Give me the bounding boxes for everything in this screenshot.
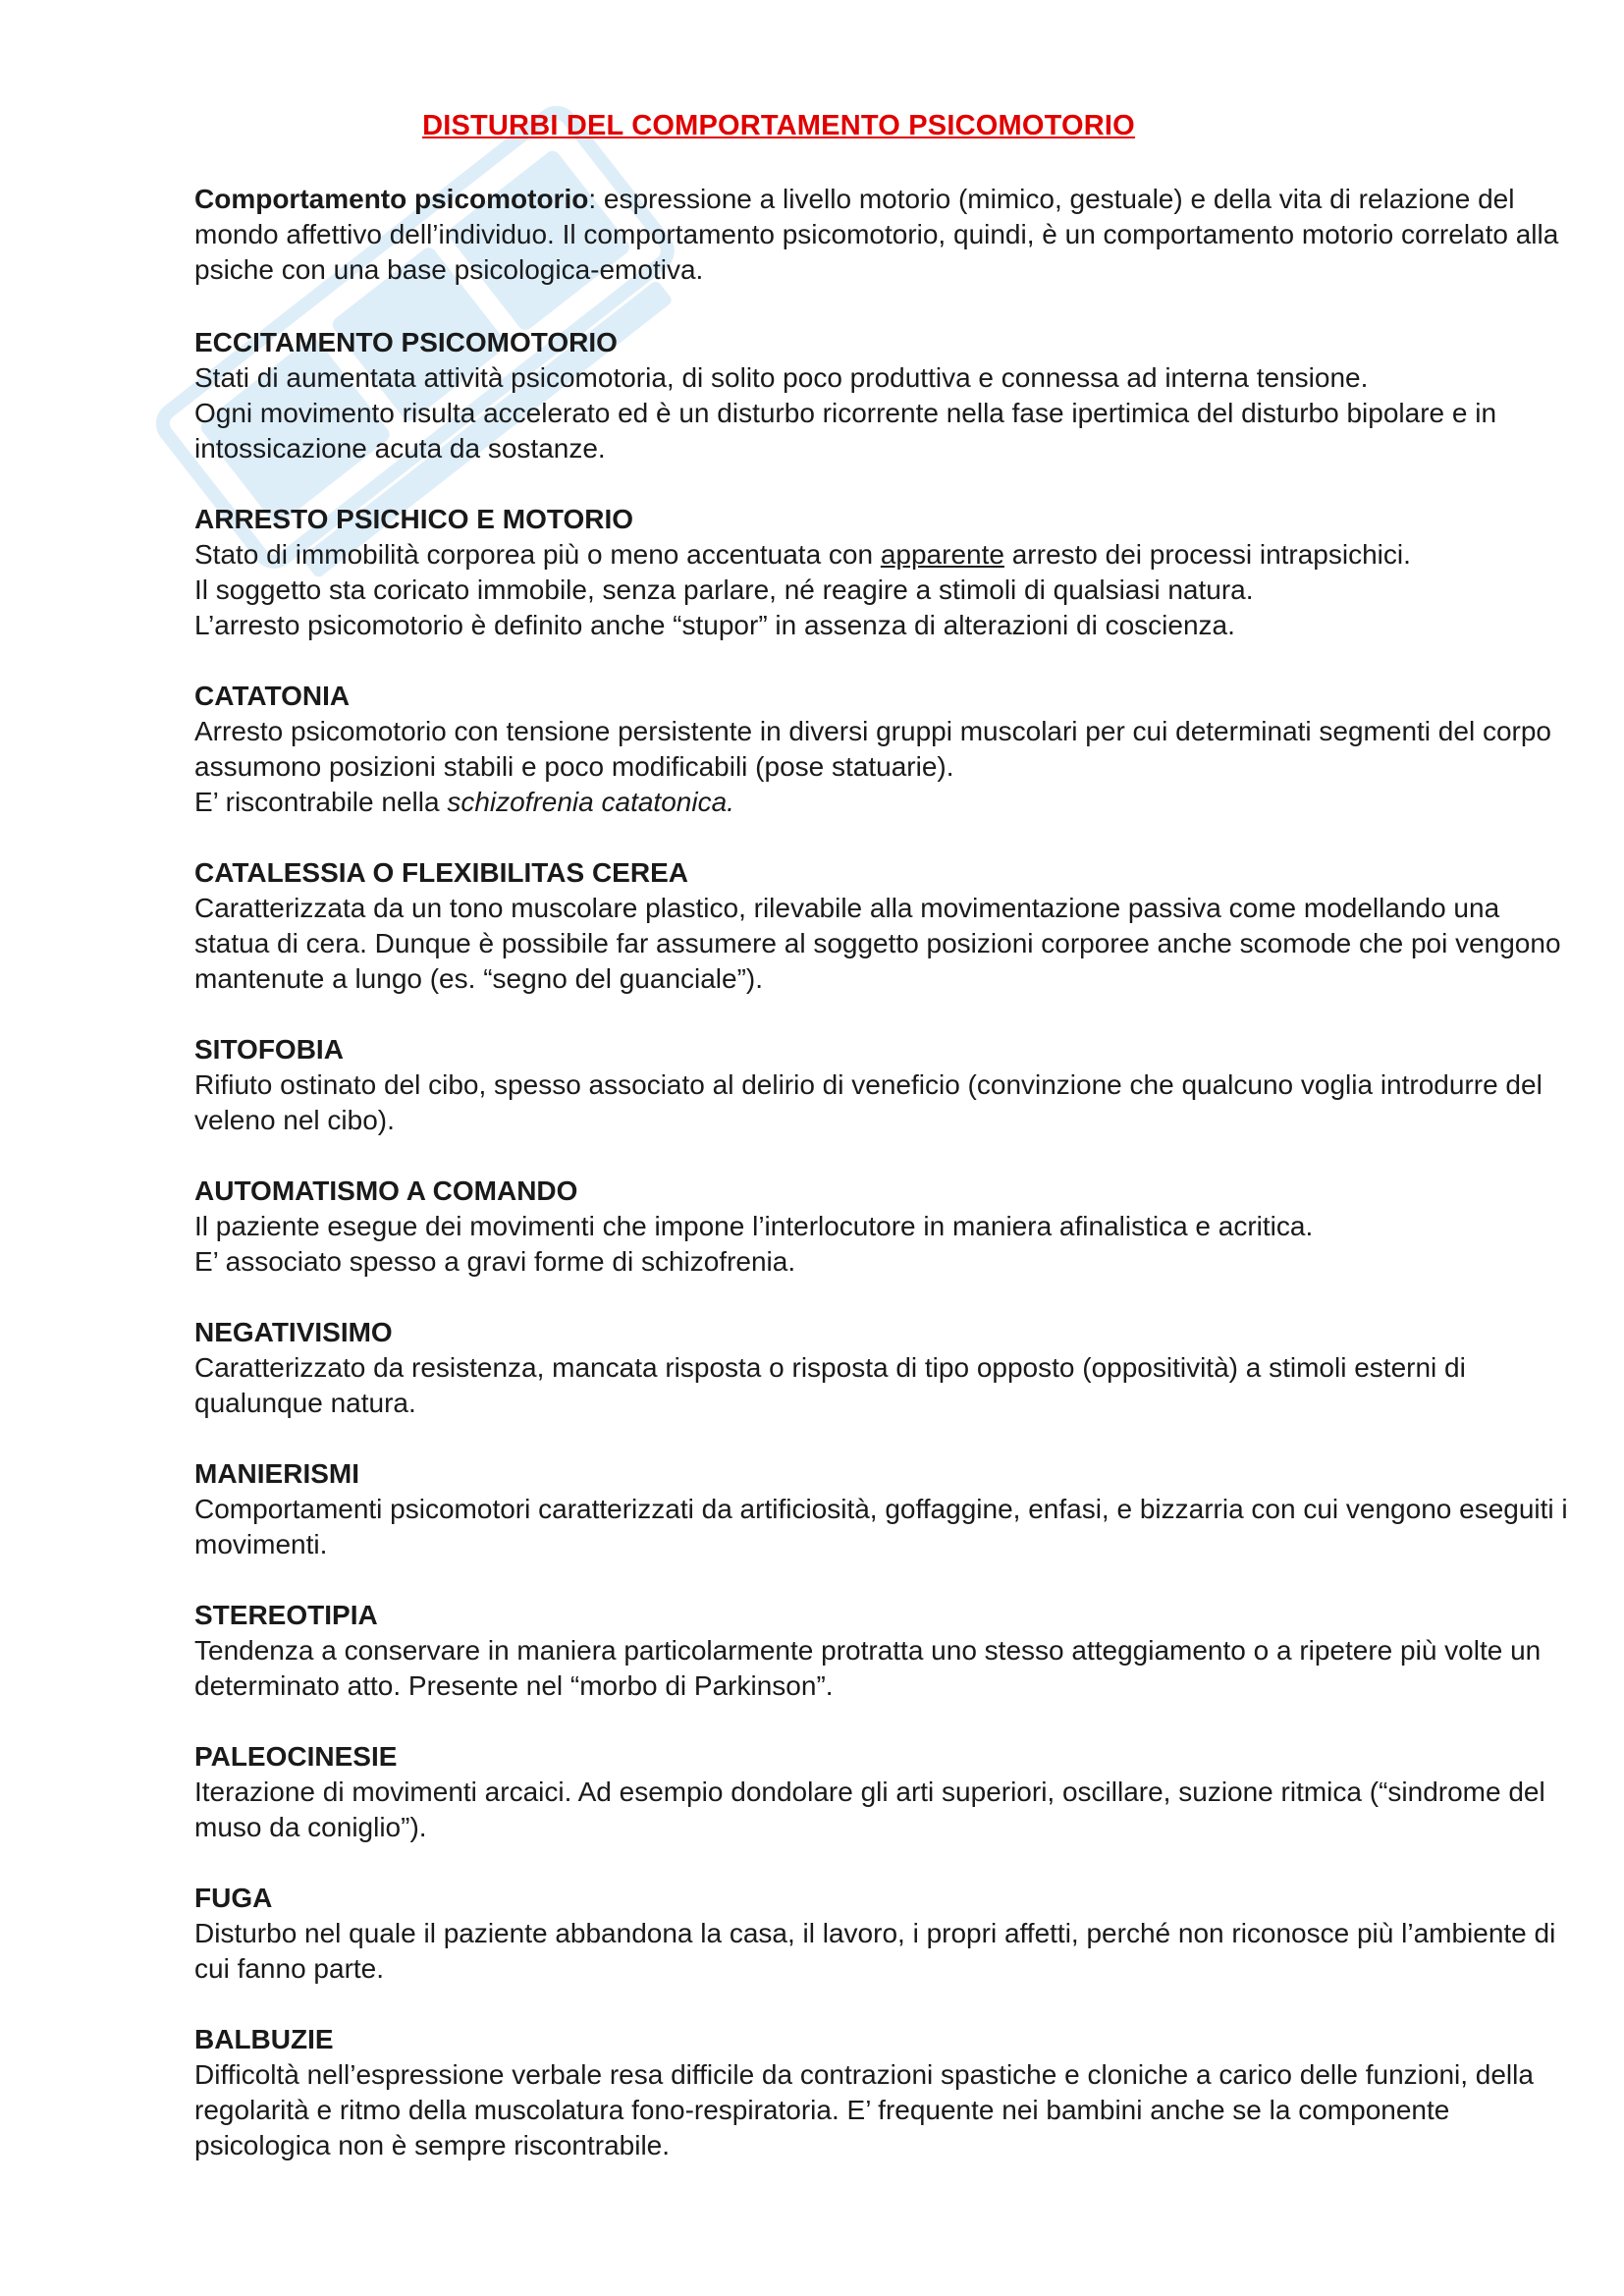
section-line: Ogni movimento risulta accelerato ed è un disturbo ricorrente nella fase ipertimica del disturbo bipolare e in intossicazione acuta da sostanze. bbox=[194, 398, 1497, 464]
section-heading: NEGATIVISIMO bbox=[194, 1317, 393, 1347]
section-text: Iterazione di movimenti arcaici. Ad esempio dondolare gli arti superiori, oscillare, suzione ritmica (“sindrome del muso da coniglio”). bbox=[194, 1777, 1545, 1842]
section-text: Rifiuto ostinato del cibo, spesso associato al delirio di veneficio (convinzione che qualcuno voglia introdurre del veleno nel cibo). bbox=[194, 1069, 1543, 1135]
section-catalessia bbox=[194, 855, 1569, 997]
section-stereotipia bbox=[194, 1598, 1569, 1704]
section-heading: AUTOMATISMO A COMANDO bbox=[194, 1175, 578, 1206]
section-line bbox=[194, 785, 1569, 820]
intro-term: Comportamento psicomotorio bbox=[194, 184, 589, 214]
section-sitofobia bbox=[194, 1032, 1569, 1138]
section-line: Stati di aumentata attività psicomotoria, di solito poco produttiva e connessa ad interna tensione. bbox=[194, 362, 1369, 393]
section-heading: CATALESSIA O FLEXIBILITAS CEREA bbox=[194, 857, 688, 888]
intro-paragraph bbox=[194, 182, 1569, 288]
section-heading: FUGA bbox=[194, 1883, 273, 1913]
section-line: E’ associato spesso a gravi forme di schizofrenia. bbox=[194, 1246, 796, 1277]
section-line: Il soggetto sta coricato immobile, senza parlare, né reagire a stimoli di qualsiasi natura. bbox=[194, 574, 1254, 605]
intro-text: : espressione a livello motorio (mimico, gestuale) e della vita di relazione del mondo affettivo dell’individuo. Il comportamento psicomotorio, quindi, è un comportamento motorio correlato alla psiche con una base psicologica-emotiva. bbox=[194, 184, 1559, 285]
document-page bbox=[194, 110, 1569, 2199]
section-arresto bbox=[194, 502, 1569, 643]
section-line bbox=[194, 537, 1569, 573]
section-text: Disturbo nel quale il paziente abbandona la casa, il lavoro, i propri affetti, perché non riconosce più l’ambiente di cui fanno parte. bbox=[194, 1918, 1556, 1984]
section-paleocinesie bbox=[194, 1739, 1569, 1845]
section-heading: STEREOTIPIA bbox=[194, 1600, 378, 1630]
section-heading: PALEOCINESIE bbox=[194, 1741, 398, 1772]
section-eccitamento bbox=[194, 325, 1569, 466]
section-fuga bbox=[194, 1881, 1569, 1987]
line-text: Stato di immobilità corporea più o meno accentuata con bbox=[194, 539, 881, 570]
section-text: Tendenza a conservare in maniera particolarmente protratta uno stesso atteggiamento o a ripetere più volte un determinato atto. Presente nel “morbo di Parkinson”. bbox=[194, 1635, 1542, 1701]
section-heading: ARRESTO PSICHICO E MOTORIO bbox=[194, 504, 634, 534]
section-heading: CATATONIA bbox=[194, 681, 351, 711]
section-heading: BALBUZIE bbox=[194, 2024, 334, 2054]
section-text: Comportamenti psicomotori caratterizzati da artificiosità, goffaggine, enfasi, e bizzarria con cui vengono eseguiti i movimenti. bbox=[194, 1494, 1568, 1559]
section-line: L’arresto psicomotorio è definito anche “stupor” in assenza di alterazioni di coscienza. bbox=[194, 610, 1235, 640]
section-automatismo bbox=[194, 1174, 1569, 1280]
underlined-word: apparente bbox=[880, 539, 1004, 570]
section-balbuzie bbox=[194, 2022, 1569, 2163]
section-heading: SITOFOBIA bbox=[194, 1034, 344, 1065]
section-heading: ECCITAMENTO PSICOMOTORIO bbox=[194, 327, 618, 357]
section-text: Caratterizzata da un tono muscolare plastico, rilevabile alla movimentazione passiva come modellando una statua di cera. Dunque è possibile far assumere al soggetto posizioni corporee anche scomode che poi vengono mantenute a lungo (es. “segno del guanciale”). bbox=[194, 893, 1561, 994]
section-negativisimo bbox=[194, 1315, 1569, 1421]
section-text: Caratterizzato da resistenza, mancata risposta o risposta di tipo opposto (oppositività) a stimoli esterni di qualunque natura. bbox=[194, 1352, 1466, 1418]
section-heading: MANIERISMI bbox=[194, 1458, 359, 1489]
section-line: Arresto psicomotorio con tensione persistente in diversi gruppi muscolari per cui determinati segmenti del corpo assumono posizioni stabili e poco modificabili (pose statuarie). bbox=[194, 716, 1551, 782]
section-line: Il paziente esegue dei movimenti che impone l’interlocutore in maniera afinalistica e acritica. bbox=[194, 1211, 1314, 1241]
section-manierismi bbox=[194, 1456, 1569, 1562]
page-title: DISTURBI DEL COMPORTAMENTO PSICOMOTORIO bbox=[422, 110, 1135, 141]
section-text: Difficoltà nell’espressione verbale resa difficile da contrazioni spastiche e cloniche a carico delle funzioni, della regolarità e ritmo della muscolatura fono-respiratoria. E’ frequente nei bambini anche se la componente psicologica non è sempre riscontrabile. bbox=[194, 2059, 1534, 2160]
italic-term: schizofrenia catatonica. bbox=[447, 787, 734, 817]
line-text: arresto dei processi intrapsichici. bbox=[1003, 539, 1411, 570]
section-catatonia bbox=[194, 679, 1569, 820]
line-text: E’ riscontrabile nella bbox=[194, 787, 448, 817]
